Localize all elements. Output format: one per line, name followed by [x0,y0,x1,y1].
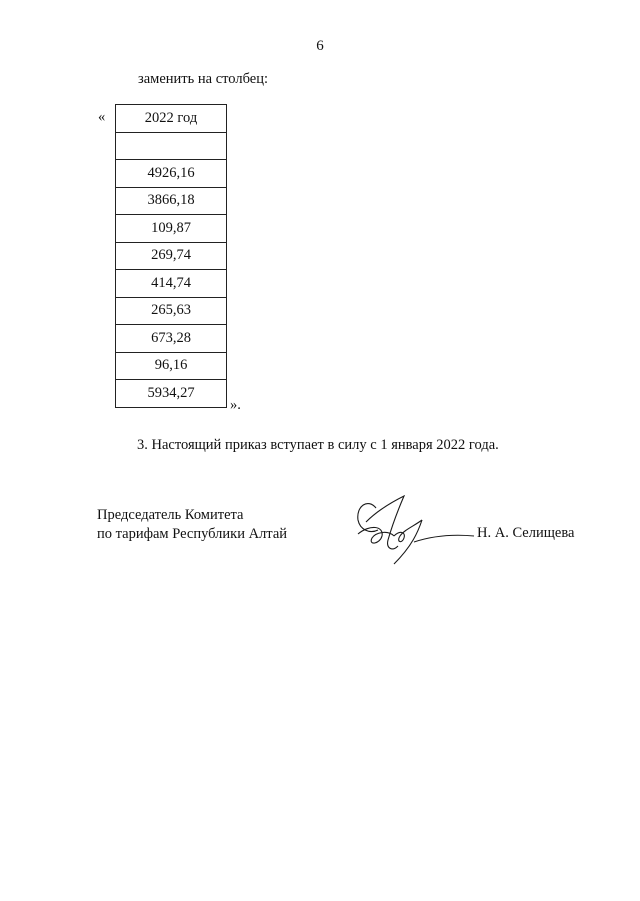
table-row [116,352,227,380]
table-row [116,297,227,325]
intro-text: заменить на столбец: [138,71,268,87]
signer-position [97,506,287,544]
table-row [116,242,227,270]
table-row [116,160,227,188]
signer-position-line2: по тарифам Республики Алтай [97,526,288,542]
page-number: 6 [316,38,324,54]
table-cell: 2022 год [116,105,227,133]
table-row [116,325,227,353]
table-cell: 673,28 [116,325,227,353]
signer-position-line1: Председатель Комитета [97,507,244,523]
signer-name: Н. А. Селищева [477,525,575,541]
table-row [116,187,227,215]
table-cell: 96,16 [116,352,227,380]
close-quote: ». [230,397,241,413]
table-row [116,215,227,243]
table-row [116,132,227,160]
table-cell: 4926,16 [116,160,227,188]
table-cell: 3866,18 [116,187,227,215]
table-cell: 265,63 [116,297,227,325]
table-cell: 414,74 [116,270,227,298]
signature [348,490,478,570]
table-cell [116,132,227,160]
clause-text: 3. Настоящий приказ вступает в силу с 1 января 2022 года. [137,437,499,453]
table-row [116,380,227,408]
table-row [116,105,227,133]
open-quote: « [98,109,106,125]
table-row [116,270,227,298]
values-table [115,104,227,408]
table-cell: 269,74 [116,242,227,270]
table-cell: 109,87 [116,215,227,243]
table-cell: 5934,27 [116,380,227,408]
